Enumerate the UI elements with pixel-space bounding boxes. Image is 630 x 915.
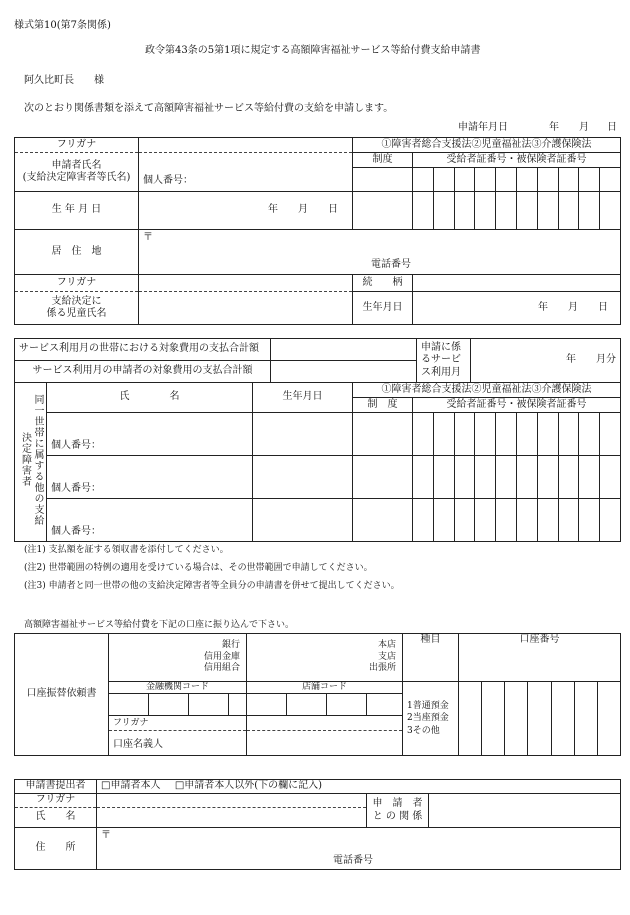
- submitter-name-field[interactable]: [97, 808, 367, 828]
- child-name-label-line1: 支給決定に: [51, 295, 102, 307]
- child-name-label-line2: 係る児童氏名: [46, 308, 107, 319]
- account-header-text: 口座番号: [519, 634, 560, 645]
- household-side-text: 同一世帯に属する他の支給決定障害者: [19, 393, 43, 526]
- bank-type-kumiai: 信用組合: [204, 663, 241, 674]
- account-type-options[interactable]: [403, 682, 459, 756]
- account-header: [459, 634, 621, 682]
- bank-intro: 高額障害福祉サービス等給付費を下記の口座に振り込んで下さい。: [24, 620, 295, 630]
- bank-table: [14, 633, 621, 756]
- cert-number-cells-2[interactable]: [413, 192, 621, 230]
- submitter-option-other[interactable]: □申請者本人以外(下の欄に記入): [174, 780, 323, 792]
- household-personal-no-1: 個人番号：: [51, 439, 101, 451]
- service-month-line2: るサービ: [421, 354, 461, 366]
- bank-code-digit-3[interactable]: [189, 694, 229, 716]
- household-total-label: サービス利用月の世帯における対象費用の支払合計額: [15, 339, 271, 361]
- household-birth-field-1[interactable]: [253, 413, 353, 456]
- form-title: 政令第43条の5第1項に規定する高額障害福祉サービス等給付費支給申請書: [145, 45, 481, 56]
- submitter-address-label: 住 所: [15, 828, 97, 870]
- bank-type-bank: 銀行: [222, 639, 241, 650]
- service-month-line1: 申請に係: [421, 341, 461, 353]
- account-type-other: 3その他: [407, 725, 440, 736]
- date-month: 月: [579, 122, 589, 133]
- branch-type-head: 本店: [378, 639, 397, 650]
- holder-label-cell: [109, 716, 247, 756]
- postal-mark: 〒: [143, 232, 153, 243]
- child-furigana-label: フリガナ: [15, 275, 139, 292]
- household-name-header: 氏 名: [47, 383, 253, 413]
- applicant-total-field[interactable]: [271, 361, 417, 383]
- phone-label: 電話番号: [371, 259, 411, 270]
- household-name-field-3[interactable]: [47, 499, 253, 542]
- submitter-label: 申請書提出者: [15, 780, 97, 794]
- branch-type-branch: 支店: [378, 651, 397, 662]
- branch-types: [247, 640, 402, 675]
- law-header: ①障害者総合支援法②児童福祉法③介護保険法: [353, 138, 621, 153]
- household-table: [14, 382, 621, 542]
- household-system-field-2[interactable]: [353, 456, 413, 499]
- type-header: [403, 634, 459, 682]
- child-furigana-field[interactable]: [139, 275, 353, 292]
- submitter-table: [14, 779, 621, 870]
- household-name-field-2[interactable]: [47, 456, 253, 499]
- branch-code-digit-4[interactable]: [367, 694, 403, 716]
- household-birth-field-3[interactable]: [253, 499, 353, 542]
- intro-text: 次のとおり関係書類を添えて高額障害福祉サービス等給付費の支給を申請します。: [24, 103, 394, 114]
- submitter-furigana-label: フリガナ: [15, 794, 97, 808]
- household-cert-header: 受給者証番号・被保険者証番号: [413, 398, 621, 413]
- child-birth-label: 生年月日: [353, 292, 413, 325]
- branch-name-field[interactable]: [247, 634, 403, 682]
- system-field-2[interactable]: [353, 192, 413, 230]
- bank-code-label: 金融機関コード: [109, 682, 247, 694]
- bank-types: [109, 640, 246, 675]
- address-label: 居 住 地: [15, 230, 139, 275]
- account-type-ordinary: 1普通預金: [407, 700, 449, 711]
- bank-request-label: 口座振替依頼書: [15, 634, 109, 756]
- household-cert-cells-2[interactable]: [413, 456, 621, 499]
- applicant-name-field[interactable]: [139, 153, 353, 192]
- submitter-option-self[interactable]: □申請者本人: [101, 780, 161, 792]
- cert-number-label: 受給者証番号・被保険者証番号: [413, 153, 621, 168]
- relation-label: 続 柄: [353, 275, 413, 292]
- applicant-name-label-line2: (支給決定障害者等氏名): [22, 172, 131, 183]
- birth-label: 生 年 月 日: [15, 192, 139, 230]
- submitter-relation-field[interactable]: [429, 794, 621, 828]
- household-birth-header: 生年月日: [253, 383, 353, 413]
- system-label: 制度: [353, 153, 413, 168]
- bank-code-digit-4[interactable]: [229, 694, 247, 716]
- bank-type-shinkin: 信用金庫: [204, 651, 241, 662]
- submitter-phone-label: 電話番号: [333, 855, 373, 866]
- furigana-field[interactable]: [139, 138, 353, 153]
- note-1: (注1) 支払額を証する領収書を添付してください。: [24, 545, 229, 555]
- date-label: 申請年月日: [458, 122, 508, 133]
- child-birth-field[interactable]: 年 月 日: [413, 292, 621, 325]
- bank-code-digit-1[interactable]: [109, 694, 149, 716]
- system-field[interactable]: [353, 168, 413, 192]
- branch-type-office: 出張所: [369, 663, 397, 674]
- applicant-name-label-line1: 申請者氏名: [51, 159, 102, 171]
- service-month-label: [417, 339, 471, 383]
- household-birth-field-2[interactable]: [253, 456, 353, 499]
- branch-code-digit-2[interactable]: [287, 694, 327, 716]
- household-cert-cells-3[interactable]: [413, 499, 621, 542]
- household-total-field[interactable]: [271, 339, 417, 361]
- addressee: 阿久比町長 様: [24, 75, 104, 86]
- household-personal-no-2: 個人番号：: [51, 482, 101, 494]
- date-year: 年: [549, 122, 559, 133]
- child-name-field[interactable]: [139, 292, 353, 325]
- household-cert-cells-1[interactable]: [413, 413, 621, 456]
- holder-field[interactable]: [247, 731, 402, 755]
- holder-name-field[interactable]: [247, 716, 403, 756]
- form-number: 様式第10(第7条関係): [14, 20, 111, 31]
- account-type-current: 2当座預金: [407, 713, 449, 724]
- submitter-relation-line1: 申 請 者: [372, 798, 423, 809]
- household-system-field-3[interactable]: [353, 499, 413, 542]
- holder-label: 口座名義人: [113, 739, 163, 751]
- cert-number-cells[interactable]: [413, 168, 621, 192]
- account-number-cells[interactable]: [459, 682, 621, 756]
- branch-code-digit-3[interactable]: [327, 694, 367, 716]
- birth-field[interactable]: 年 月 日: [139, 192, 353, 230]
- holder-furigana-field[interactable]: [247, 716, 402, 731]
- submitter-address-field[interactable]: [97, 828, 621, 870]
- bank-name-field[interactable]: [109, 634, 247, 682]
- household-side-label: [15, 383, 47, 542]
- household-law-header: ①障害者総合支援法②児童福祉法③介護保険法: [353, 383, 621, 398]
- furigana-label: フリガナ: [15, 138, 139, 153]
- branch-code-digit-1[interactable]: [247, 694, 287, 716]
- note-2: (注2) 世帯範囲の特例の適用を受けている場合は、その世帯範囲で申請してください。: [24, 563, 373, 573]
- household-name-field-1[interactable]: [47, 413, 253, 456]
- type-header-text: 種目: [420, 634, 441, 645]
- personal-number-label: 個人番号：: [143, 174, 193, 186]
- relation-field[interactable]: [413, 275, 621, 292]
- applicant-name-label: [15, 153, 139, 192]
- household-personal-no-3: 個人番号：: [51, 525, 101, 537]
- bank-code-digit-2[interactable]: [149, 694, 189, 716]
- submitter-furigana-field[interactable]: [97, 794, 367, 808]
- submitter-options[interactable]: [97, 780, 621, 794]
- service-month-line3: ス利用月: [421, 366, 461, 378]
- submitter-relation-label: [367, 794, 429, 828]
- branch-code-label: 店舗コード: [247, 682, 403, 694]
- child-name-label: [15, 292, 139, 325]
- household-system-header: 制 度: [353, 398, 413, 413]
- address-field[interactable]: [139, 230, 621, 275]
- service-month-field[interactable]: 年 月分: [471, 339, 621, 383]
- applicant-table: [14, 137, 621, 325]
- date-day: 日: [607, 122, 617, 133]
- note-3: (注3) 申請者と同一世帯の他の支給決定障害者等全員分の申請書を併せて提出してください。: [24, 581, 400, 591]
- submitter-name-label: 氏 名: [15, 808, 97, 828]
- holder-furigana-label: フリガナ: [109, 716, 246, 731]
- service-totals-table: [14, 338, 621, 383]
- submitter-postal-mark: 〒: [101, 830, 111, 841]
- applicant-total-label: サービス利用月の申請者の対象費用の支払合計額: [15, 361, 271, 383]
- household-system-field-1[interactable]: [353, 413, 413, 456]
- submitter-relation-line2: と の 関 係: [372, 810, 423, 822]
